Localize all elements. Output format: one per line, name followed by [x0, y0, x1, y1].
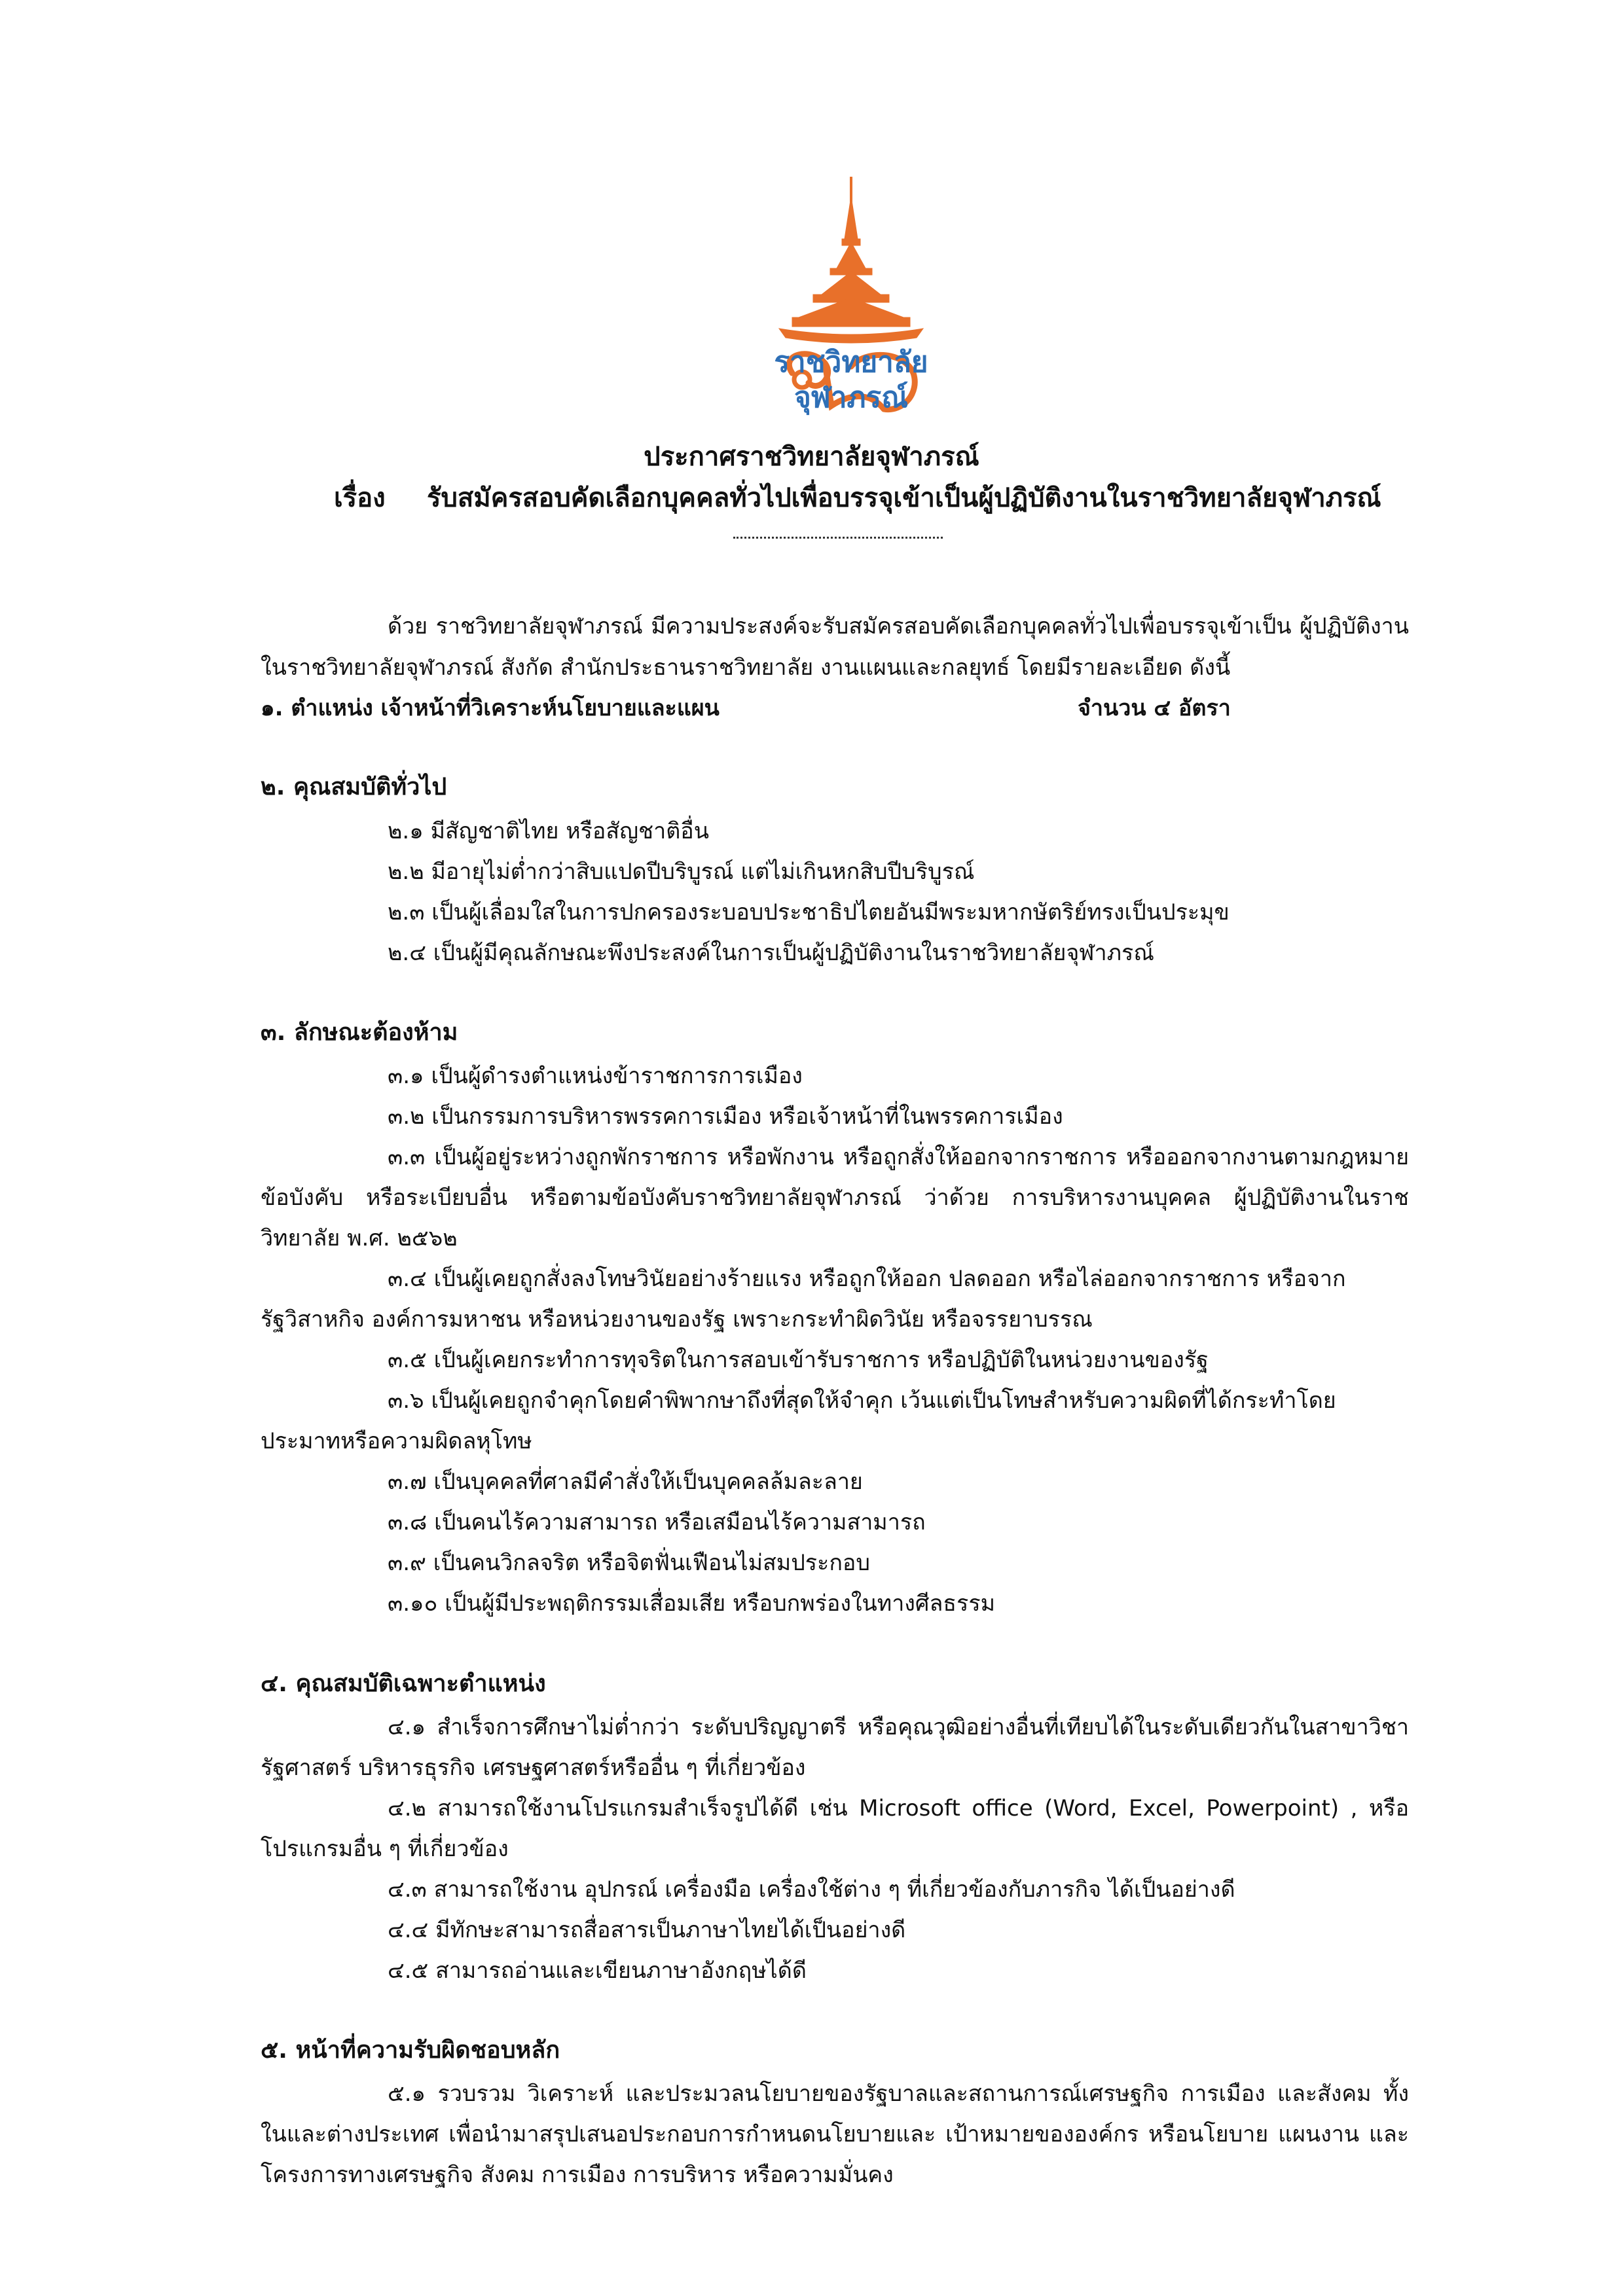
list-item: ๒.๒ มีอายุไม่ต่ำกว่าสิบแปดปีบริบูรณ์ แต่ไม่เกินหกสิบปีบริบูรณ์: [388, 859, 975, 885]
logo-name-line1: ราชวิทยาลัย: [774, 346, 928, 379]
list-item-cont: รัฐศาสตร์ บริหารธุรกิจ เศรษฐศาสตร์หรืออื่น ๆ ที่เกี่ยวข้อง: [261, 1755, 806, 1781]
list-item: ๔.๓ สามารถใช้งาน อุปกรณ์ เครื่องมือ เครื่องใช้ต่าง ๆ ที่เกี่ยวข้องกับภารกิจ ได้เป็นอย่างดี: [388, 1876, 1235, 1903]
subject-label: เรื่อง: [334, 483, 386, 513]
announcement-title: ประกาศราชวิทยาลัยจุฬาภรณ์: [644, 442, 979, 472]
list-item: ๓.๗ เป็นบุคคลที่ศาลมีคำสั่งให้เป็นบุคคลล้มละลาย: [388, 1469, 863, 1495]
list-item: ๓.๕ เป็นผู้เคยกระทำการทุจริตในการสอบเข้ารับราชการ หรือปฏิบัติในหน่วยงานของรัฐ: [388, 1347, 1209, 1373]
section-4-heading: ๔. คุณสมบัติเฉพาะตำแหน่ง: [261, 1670, 546, 1697]
list-item: ๔.๑ สำเร็จการศึกษาไม่ต่ำกว่า ระดับปริญญาตรี หรือคุณวุฒิอย่างอื่นที่เทียบได้ในระดับเดียวกันในสาขาวิชา: [388, 1714, 1409, 1740]
list-item-cont: โปรแกรมอื่น ๆ ที่เกี่ยวข้อง: [261, 1836, 509, 1862]
list-item: ๔.๕ สามารถอ่านและเขียนภาษาอังกฤษได้ดี: [388, 1958, 807, 1984]
list-item-cont: วิทยาลัย พ.ศ. ๒๕๖๒: [261, 1225, 458, 1251]
list-item: ๒.๓ เป็นผู้เลื่อมใสในการปกครองระบอบประชาธิปไตยอันมีพระมหากษัตริย์ทรงเป็นประมุข: [388, 899, 1230, 925]
section-5-heading: ๕. หน้าที่ความรับผิดชอบหลัก: [261, 2037, 560, 2064]
list-item: ๓.๙ เป็นคนวิกลจริต หรือจิตฟั่นเฟือนไม่สมประกอบ: [388, 1550, 870, 1576]
list-item-cont: ในและต่างประเทศ เพื่อนำมาสรุปเสนอประกอบการกำหนดนโยบายและ เป้าหมายขององค์กร หรือนโยบาย แผนงาน และ: [261, 2121, 1409, 2147]
list-item: ๔.๒ สามารถใช้งานโปรแกรมสำเร็จรูปได้ดี เช่น Microsoft office (Word, Excel, Powerpoint) , หรือ: [388, 1795, 1409, 1821]
list-item: ๔.๔ มีทักษะสามารถสื่อสารเป็นภาษาไทยได้เป็นอย่างดี: [388, 1917, 906, 1943]
list-item: ๒.๔ เป็นผู้มีคุณลักษณะพึงประสงค์ในการเป็นผู้ปฏิบัติงานในราชวิทยาลัยจุฬาภรณ์: [388, 940, 1154, 966]
list-item: ๓.๑ เป็นผู้ดำรงตำแหน่งข้าราชการการเมือง: [388, 1063, 803, 1089]
list-item: ๓.๒ เป็นกรรมการบริหารพรรคการเมือง หรือเจ้าหน้าที่ในพรรคการเมือง: [388, 1103, 1063, 1130]
list-item: ๓.๖ เป็นผู้เคยถูกจำคุกโดยคำพิพากษาถึงที่สุดให้จำคุก เว้นแต่เป็นโทษสำหรับความผิดที่ได้กระทำโดย: [388, 1388, 1336, 1414]
section-3-heading: ๓. ลักษณะต้องห้าม: [261, 1019, 458, 1046]
position-count: จำนวน ๔ อัตรา: [1078, 695, 1231, 721]
list-item-cont: โครงการทางเศรษฐกิจ สังคม การเมือง การบริหาร หรือความมั่นคง: [261, 2162, 894, 2188]
list-item: ๓.๓ เป็นผู้อยู่ระหว่างถูกพักราชการ หรือพักงาน หรือถูกสั่งให้ออกจากราชการ หรือออกจากงานตามกฎหมาย: [388, 1144, 1409, 1170]
intro-line-2: ในราชวิทยาลัยจุฬาภรณ์ สังกัด สำนักประธานราชวิทยาลัย งานแผนและกลยุทธ์ โดยมีรายละเอียด ดังนี้: [261, 655, 1231, 681]
logo-name-line2: จุฬาภรณ์: [793, 381, 909, 414]
list-item-cont: รัฐวิสาหกิจ องค์การมหาชน หรือหน่วยงานของรัฐ เพราะกระทำผิดวินัย หรือจรรยาบรรณ: [261, 1306, 1093, 1333]
list-item: ๓.๘ เป็นคนไร้ความสามารถ หรือเสมือนไร้ความสามารถ: [388, 1509, 926, 1535]
position-label: ๑. ตำแหน่ง เจ้าหน้าที่วิเคราะห์นโยบายและแผน: [261, 695, 720, 721]
list-item: ๓.๔ เป็นผู้เคยถูกสั่งลงโทษวินัยอย่างร้ายแรง หรือถูกให้ออก ปลดออก หรือไล่ออกจากราชการ หรือจาก: [388, 1266, 1346, 1292]
intro-line-1: ด้วย ราชวิทยาลัยจุฬาภรณ์ มีความประสงค์จะรับสมัครสอบคัดเลือกบุคคลทั่วไปเพื่อบรรจุเข้าเป็น ผู้ปฏิบัติงาน: [388, 613, 1409, 639]
list-item-cont: ข้อบังคับ หรือระเบียบอื่น หรือตามข้อบังคับราชวิทยาลัยจุฬาภรณ์ ว่าด้วย การบริหารงานบุคคล ผู้ปฏิบัติงานในราช: [261, 1185, 1409, 1211]
title-divider: [733, 537, 943, 539]
subject-text: รับสมัครสอบคัดเลือกบุคคลทั่วไปเพื่อบรรจุเข้าเป็นผู้ปฏิบัติงานในราชวิทยาลัยจุฬาภรณ์: [427, 483, 1381, 513]
list-item: ๕.๑ รวบรวม วิเคราะห์ และประมวลนโยบายของรัฐบาลและสถานการณ์เศรษฐกิจ การเมือง และสังคม ทั้ง: [388, 2081, 1409, 2107]
section-2-heading: ๒. คุณสมบัติทั่วไป: [261, 774, 447, 800]
list-item-cont: ประมาทหรือความผิดลหุโทษ: [261, 1428, 532, 1454]
list-item: ๒.๑ มีสัญชาติไทย หรือสัญชาติอื่น: [388, 818, 709, 844]
list-item: ๓.๑๐ เป็นผู้มีประพฤติกรรมเสื่อมเสีย หรือบกพร่องในทางศีลธรรม: [388, 1590, 995, 1617]
